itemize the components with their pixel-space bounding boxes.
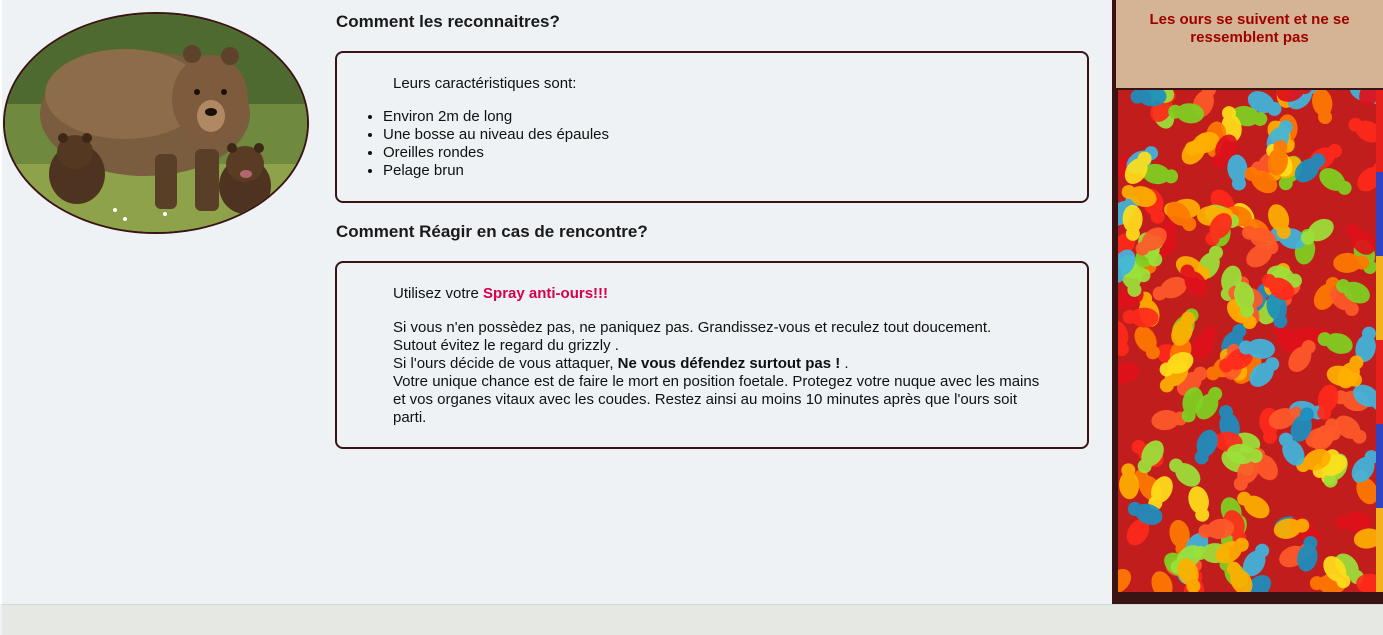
advice-line-2: Sutout évitez le regard du grizzly . (393, 337, 619, 354)
section-title-react: Comment Réagir en cas de rencontre? (336, 222, 648, 242)
spray-highlight: Spray anti-ours!!! (483, 285, 608, 302)
advice-text (393, 319, 1043, 427)
footer-bar (2, 604, 1383, 635)
section-title-recognize: Comment les reconnaitres? (336, 12, 560, 32)
stripe-blue-2 (1376, 424, 1383, 508)
spray-prefix: Utilisez votre (393, 285, 483, 302)
spray-line (393, 285, 608, 303)
stripe-yellow-2 (1376, 508, 1383, 592)
list-item: • Une bosse au niveau des épaules (383, 126, 609, 144)
gummy-bears-image (1118, 90, 1376, 592)
stripe-red-2 (1376, 340, 1383, 424)
sidebar-header (1116, 0, 1383, 88)
stripe-blue (1376, 172, 1383, 256)
advice-line-3-post: . (840, 355, 848, 372)
advice-line-3-pre: Si l'ours décide de vous attaquer, (393, 355, 618, 372)
advice-line-4: Votre unique chance est de faire le mort en position foetale. Protegez votre nuque avec les mains et vos organes vitaux avec les coudes. Restez ainsi au moins 10 minutes après que l'ours soit parti. (393, 373, 1039, 426)
sidebar (1112, 0, 1383, 604)
advice-line-1: Si vous n'en possèdez pas, ne paniquez pas. Grandissez-vous et reculez tout doucement. (393, 319, 991, 336)
bear-family-image (3, 12, 309, 234)
list-item: • Environ 2m de long (383, 108, 609, 126)
list-item: • Oreilles rondes (383, 144, 609, 162)
stripe-red (1376, 90, 1383, 172)
page-left-edge (0, 0, 2, 604)
advice-line-3-bold: Ne vous défendez surtout pas ! (618, 355, 841, 372)
list-item: • Pelage brun (383, 162, 609, 180)
sidebar-title: Les ours se suivent et ne se ressemblent pas (1116, 0, 1383, 47)
encounter-advice-box (335, 261, 1089, 449)
characteristics-box (335, 51, 1089, 203)
stripe-yellow (1376, 256, 1383, 340)
characteristics-intro: Leurs caractéristiques sont: (393, 75, 576, 93)
characteristics-list (337, 108, 609, 180)
